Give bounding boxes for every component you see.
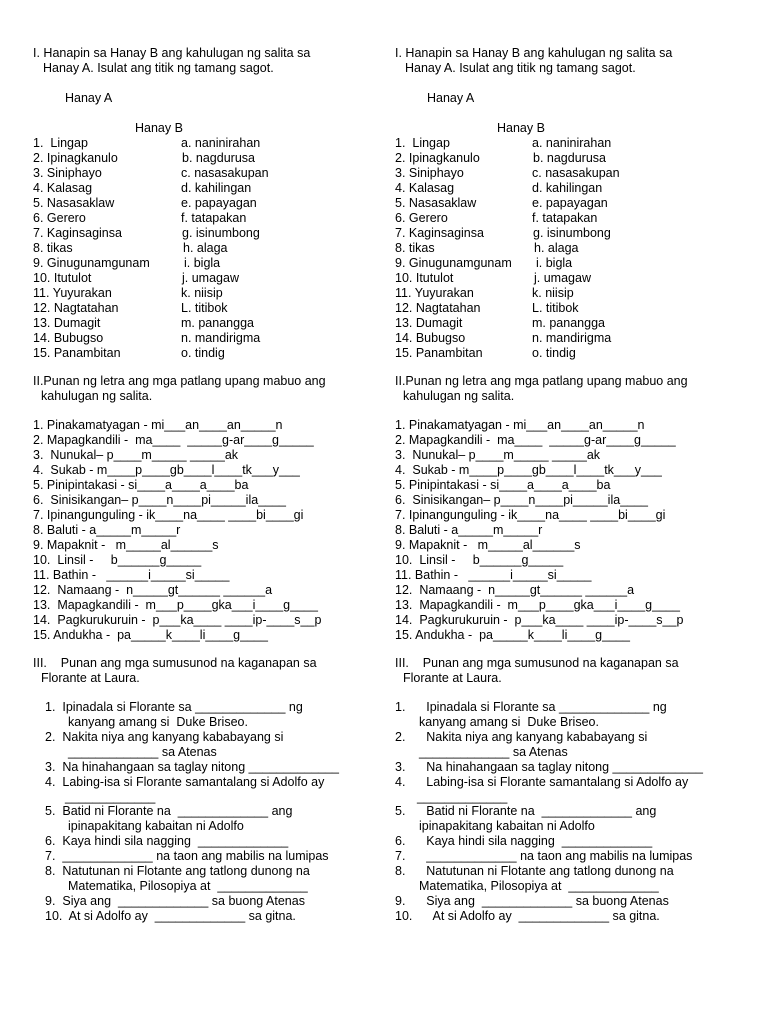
hanay-a-item: 4. Kalasag xyxy=(395,181,455,195)
hanay-a-item: 15. Panambitan xyxy=(395,346,483,360)
fill-in-item: 6. Sinisikangan– p____n____pi_____ila____ xyxy=(395,493,648,507)
event-item: 5. Batid ni Florante na _____________ ang xyxy=(395,804,657,818)
event-item: 2. Nakita niya ang kanyang kababayang si xyxy=(45,730,284,744)
hanay-b-item: d. kahilingan xyxy=(181,181,252,195)
event-item: 7. _____________ na taon ang mabilis na lumipas xyxy=(395,849,693,863)
hanay-b-item: L. titibok xyxy=(532,301,579,315)
hanay-b-item: a. naninirahan xyxy=(532,136,612,150)
hanay-a-item: 2. Ipinagkanulo xyxy=(395,151,480,165)
hanay-a-item: 9. Ginugunamgunam xyxy=(33,256,150,270)
event-item: _____________ xyxy=(417,790,508,804)
hanay-a-item: 8. tikas xyxy=(395,241,435,255)
hanay-b-item: f. tatapakan xyxy=(532,211,598,225)
event-item: 10. At si Adolfo ay _____________ sa gitna. xyxy=(45,909,296,923)
fill-in-item: 12. Namaang - n_____gt______ ______a xyxy=(33,583,273,597)
hanay-b-item: j. umagaw xyxy=(534,271,591,285)
section3-instruction: III. Punan ang mga sumusunod na kaganapan sa xyxy=(395,656,679,670)
hanay-b-item: a. naninirahan xyxy=(181,136,261,150)
event-item: 6. Kaya hindi sila nagging _____________ xyxy=(45,834,289,848)
event-item: 3. Na hinahangaan sa taglay nitong _____________ xyxy=(45,760,340,774)
section2-instruction: II.Punan ng letra ang mga patlang upang mabuo ang xyxy=(33,374,326,388)
event-item: _____________ sa Atenas xyxy=(68,745,217,759)
event-item: 7. _____________ na taon ang mabilis na lumipas xyxy=(45,849,329,863)
fill-in-item: 1. Pinakamatyagan - mi___an____an_____n xyxy=(395,418,645,432)
hanay-b-heading: Hanay B xyxy=(135,121,183,135)
fill-in-item: 10. Linsil - b______g_____ xyxy=(33,553,202,567)
fill-in-item: 12. Namaang - n_____gt______ ______a xyxy=(395,583,635,597)
fill-in-item: 1. Pinakamatyagan - mi___an____an_____n xyxy=(33,418,283,432)
hanay-a-item: 11. Yuyurakan xyxy=(395,286,474,300)
hanay-b-item: e. papayagan xyxy=(181,196,257,210)
hanay-b-item: k. niisip xyxy=(181,286,223,300)
hanay-b-item: j. umagaw xyxy=(182,271,239,285)
event-item: _____________ sa Atenas xyxy=(419,745,568,759)
hanay-b-item: i. bigla xyxy=(184,256,221,270)
hanay-a-item: 9. Ginugunamgunam xyxy=(395,256,512,270)
fill-in-item: 14. Pagkurukuruin - p___ka____ ____ip-____s__p xyxy=(395,613,684,627)
hanay-b-item: m. panangga xyxy=(181,316,254,330)
hanay-a-item: 8. tikas xyxy=(33,241,73,255)
fill-in-item: 10. Linsil - b______g_____ xyxy=(395,553,564,567)
event-item: 3. Na hinahangaan sa taglay nitong _____________ xyxy=(395,760,703,774)
hanay-b-item: b. nagdurusa xyxy=(182,151,255,165)
fill-in-item: 6. Sinisikangan– p____n____pi_____ila____ xyxy=(33,493,286,507)
hanay-b-item: e. papayagan xyxy=(532,196,608,210)
hanay-b-item: f. tatapakan xyxy=(181,211,247,225)
hanay-a-item: 15. Panambitan xyxy=(33,346,121,360)
section3-instruction-cont: Florante at Laura. xyxy=(403,671,502,685)
event-item: 10. At si Adolfo ay _____________ sa gitna. xyxy=(395,909,660,923)
fill-in-item: 5. Pinipintakasi - si____a____a____ba xyxy=(33,478,249,492)
event-item: ipinapakitang kabaitan ni Adolfo xyxy=(419,819,595,833)
section3-instruction: III. Punan ang mga sumusunod na kaganapan sa xyxy=(33,656,317,670)
event-item: kanyang amang si Duke Briseo. xyxy=(68,715,248,729)
event-item: 5. Batid ni Florante na _____________ ang xyxy=(45,804,293,818)
event-item: 9. Siya ang _____________ sa buong Atenas xyxy=(45,894,305,908)
hanay-b-item: o. tindig xyxy=(181,346,225,360)
event-item: _____________ xyxy=(65,790,156,804)
hanay-a-item: 3. Siniphayo xyxy=(33,166,102,180)
fill-in-item: 5. Pinipintakasi - si____a____a____ba xyxy=(395,478,611,492)
hanay-a-item: 11. Yuyurakan xyxy=(33,286,112,300)
fill-in-item: 7. Ipinangunguling - ik____na____ ____bi____gi xyxy=(33,508,304,522)
fill-in-item: 3. Nunukal– p____m_____ _____ak xyxy=(395,448,601,462)
hanay-b-item: L. titibok xyxy=(181,301,228,315)
section1-instruction: I. Hanapin sa Hanay B ang kahulugan ng salita sa xyxy=(395,46,673,60)
hanay-a-item: 5. Nasasaklaw xyxy=(395,196,477,210)
hanay-b-item: k. niisip xyxy=(532,286,574,300)
hanay-a-item: 6. Gerero xyxy=(395,211,448,225)
hanay-a-item: 7. Kaginsaginsa xyxy=(33,226,122,240)
hanay-b-item: d. kahilingan xyxy=(532,181,603,195)
fill-in-item: 13. Mapagkandili - m___p____gka___i____g____ xyxy=(33,598,318,612)
hanay-a-item: 12. Nagtatahan xyxy=(395,301,481,315)
event-item: Matematika, Pilosopiya at _____________ xyxy=(419,879,659,893)
event-item: kanyang amang si Duke Briseo. xyxy=(419,715,599,729)
hanay-a-item: 7. Kaginsaginsa xyxy=(395,226,484,240)
section2-instruction-cont: kahulugan ng salita. xyxy=(41,389,153,403)
fill-in-item: 7. Ipinangunguling - ik____na____ ____bi____gi xyxy=(395,508,666,522)
event-item: 1. Ipinadala si Florante sa _____________ ng xyxy=(395,700,667,714)
hanay-a-item: 1. Lingap xyxy=(33,136,88,150)
hanay-a-item: 2. Ipinagkanulo xyxy=(33,151,118,165)
fill-in-item: 2. Mapagkandili - ma____ _____g-ar____g_____ xyxy=(395,433,676,447)
fill-in-item: 3. Nunukal– p____m_____ _____ak xyxy=(33,448,239,462)
hanay-a-heading: Hanay A xyxy=(427,91,475,105)
fill-in-item: 2. Mapagkandili - ma____ _____g-ar____g_____ xyxy=(33,433,314,447)
event-item: Matematika, Pilosopiya at _____________ xyxy=(68,879,308,893)
fill-in-item: 15. Andukha - pa_____k____li____g____ xyxy=(33,628,268,642)
hanay-b-item: c. nasasakupan xyxy=(532,166,620,180)
hanay-a-item: 10. Itutulot xyxy=(395,271,454,285)
fill-in-item: 11. Bathin - ______i_____si_____ xyxy=(395,568,592,582)
section2-instruction-cont: kahulugan ng salita. xyxy=(403,389,515,403)
hanay-a-item: 1. Lingap xyxy=(395,136,450,150)
hanay-b-item: h. alaga xyxy=(534,241,579,255)
section2-instruction: II.Punan ng letra ang mga patlang upang mabuo ang xyxy=(395,374,688,388)
hanay-b-heading: Hanay B xyxy=(497,121,545,135)
hanay-a-item: 4. Kalasag xyxy=(33,181,93,195)
hanay-b-item: g. isinumbong xyxy=(182,226,260,240)
hanay-b-item: g. isinumbong xyxy=(533,226,611,240)
event-item: 9. Siya ang _____________ sa buong Atenas xyxy=(395,894,669,908)
event-item: 8. Natutunan ni Flotante ang tatlong dunong na xyxy=(395,864,674,878)
hanay-b-item: h. alaga xyxy=(183,241,228,255)
event-item: 1. Ipinadala si Florante sa _____________ ng xyxy=(45,700,303,714)
hanay-a-item: 3. Siniphayo xyxy=(395,166,464,180)
hanay-b-item: n. mandirigma xyxy=(181,331,261,345)
fill-in-item: 14. Pagkurukuruin - p___ka____ ____ip-____s__p xyxy=(33,613,322,627)
hanay-a-item: 6. Gerero xyxy=(33,211,86,225)
fill-in-item: 4. Sukab - m____p____gb____l____tk___y___ xyxy=(395,463,662,477)
hanay-b-item: n. mandirigma xyxy=(532,331,612,345)
section1-instruction-cont: Hanay A. Isulat ang titik ng tamang sagot. xyxy=(43,61,274,75)
hanay-a-item: 12. Nagtatahan xyxy=(33,301,119,315)
section1-instruction: I. Hanapin sa Hanay B ang kahulugan ng salita sa xyxy=(33,46,311,60)
hanay-a-heading: Hanay A xyxy=(65,91,113,105)
event-item: 4. Labing-isa si Florante samantalang si Adolfo ay xyxy=(395,775,689,789)
fill-in-item: 8. Baluti - a_____m_____r xyxy=(395,523,543,537)
hanay-a-item: 5. Nasasaklaw xyxy=(33,196,115,210)
fill-in-item: 15. Andukha - pa_____k____li____g____ xyxy=(395,628,630,642)
section1-instruction-cont: Hanay A. Isulat ang titik ng tamang sagot. xyxy=(405,61,636,75)
fill-in-item: 8. Baluti - a_____m_____r xyxy=(33,523,181,537)
event-item: ipinapakitang kabaitan ni Adolfo xyxy=(68,819,244,833)
fill-in-item: 9. Mapaknit - m_____al______s xyxy=(395,538,581,552)
fill-in-item: 4. Sukab - m____p____gb____l____tk___y___ xyxy=(33,463,300,477)
fill-in-item: 9. Mapaknit - m_____al______s xyxy=(33,538,219,552)
hanay-a-item: 13. Dumagit xyxy=(395,316,463,330)
hanay-a-item: 13. Dumagit xyxy=(33,316,101,330)
fill-in-item: 13. Mapagkandili - m___p____gka___i____g____ xyxy=(395,598,680,612)
event-item: 2. Nakita niya ang kanyang kababayang si xyxy=(395,730,648,744)
hanay-a-item: 14. Bubugso xyxy=(33,331,104,345)
event-item: 4. Labing-isa si Florante samantalang si Adolfo ay xyxy=(45,775,325,789)
hanay-a-item: 10. Itutulot xyxy=(33,271,92,285)
event-item: 6. Kaya hindi sila nagging _____________ xyxy=(395,834,653,848)
section3-instruction-cont: Florante at Laura. xyxy=(41,671,140,685)
hanay-b-item: b. nagdurusa xyxy=(533,151,606,165)
fill-in-item: 11. Bathin - ______i_____si_____ xyxy=(33,568,230,582)
hanay-b-item: i. bigla xyxy=(536,256,573,270)
event-item: 8. Natutunan ni Flotante ang tatlong dunong na xyxy=(45,864,310,878)
hanay-b-item: c. nasasakupan xyxy=(181,166,269,180)
hanay-a-item: 14. Bubugso xyxy=(395,331,466,345)
hanay-b-item: m. panangga xyxy=(532,316,605,330)
hanay-b-item: o. tindig xyxy=(532,346,576,360)
